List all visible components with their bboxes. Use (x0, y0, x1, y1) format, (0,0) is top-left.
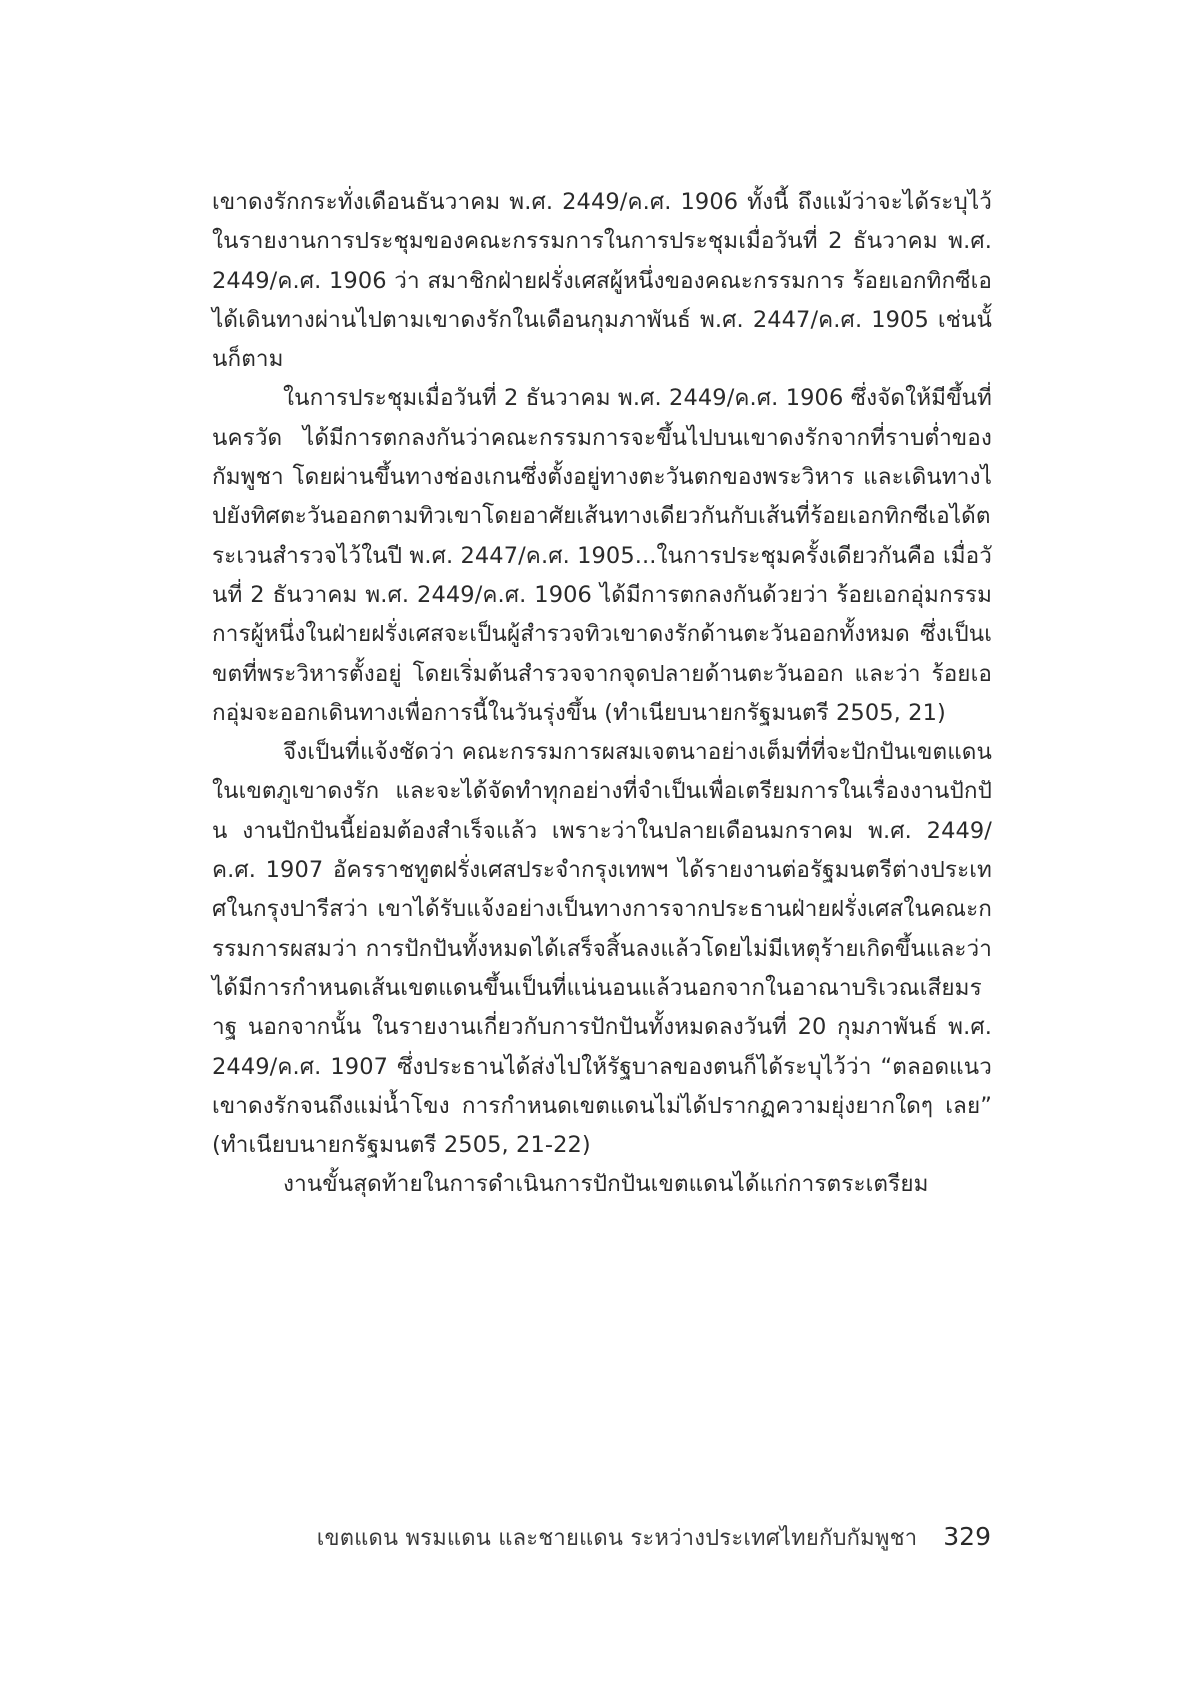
page-footer (317, 1520, 991, 1555)
page-number: 329 (943, 1522, 991, 1551)
paragraph-1: เขาดงรักกระทั่งเดือนธันวาคม พ.ศ. 2449/ค.ศ. 1906 ทั้งนี้ ถึงแม้ว่าจะได้ระบุไว้ในรายงานการประชุมของคณะกรรมการในการประชุมเมื่อวันที่ 2 ธันวาคม พ.ศ. 2449/ค.ศ. 1906 ว่า สมาชิกฝ่ายฝรั่งเศสผู้หนึ่งของคณะกรรมการ ร้อยเอกทิกซีเอได้เดินทางผ่านไปตามเขาดงรักในเดือนกุมภาพันธ์ พ.ศ. 2447/ค.ศ. 1905 เช่นนั้นก็ตาม (212, 189, 992, 373)
paragraph-3: จึงเป็นที่แจ้งชัดว่า คณะกรรมการผสมเจตนาอย่างเต็มที่ที่จะปักปันเขตแดนในเขตภูเขาดงรัก และจะได้จัดทำทุกอย่างที่จำเป็นเพื่อเตรียมการในเรื่องงานปักปัน งานปักปันนี้ย่อมต้องสำเร็จแล้ว เพราะว่าในปลายเดือนมกราคม พ.ศ. 2449/ค.ศ. 1907 อัครราชทูตฝรั่งเศสประจำกรุงเทพฯ ได้รายงานต่อรัฐมนตรีต่างประเทศในกรุงปารีสว่า เขาได้รับแจ้งอย่างเป็นทางการจากประธานฝ่ายฝรั่งเศสในคณะกรรมการผสมว่า การปักปันทั้งหมดได้เสร็จสิ้นลงแล้วโดยไม่มีเหตุร้ายเกิดขึ้นและว่าได้มีการกำหนดเส้นเขตแดนขึ้นเป็นที่แน่นอนแล้วนอกจากในอาณาบริเวณเสียมราฐ นอกจากนั้น ในรายงานเกี่ยวกับการปักปันทั้งหมดลงวันที่ 20 กุมภาพันธ์ พ.ศ. 2449/ค.ศ. 1907 ซึ่งประธานได้ส่งไปให้รัฐบาลของตนก็ได้ระบุไว้ว่า “ตลอดแนวเขาดงรักจนถึงแม่น้ำโขง การกำหนดเขตแดนไม่ได้ปรากฏความยุ่งยากใดๆ เลย” (ทำเนียบนายกรัฐมนตรี 2505, 21-22) (212, 739, 992, 1159)
running-title: เขตแดน พรมแดน และชายแดน ระหว่างประเทศไทยกับกัมพูชา (316, 1526, 918, 1551)
body-text (212, 183, 992, 1205)
paragraph-2: ในการประชุมเมื่อวันที่ 2 ธันวาคม พ.ศ. 2449/ค.ศ. 1906 ซึ่งจัดให้มีขึ้นที่นครวัด ได้มีการตกลงกันว่าคณะกรรมการจะขึ้นไปบนเขาดงรักจากที่ราบต่ำของกัมพูชา โดยผ่านขึ้นทางช่องเกนซึ่งตั้งอยู่ทางตะวันตกของพระวิหาร และเดินทางไปยังทิศตะวันออกตามทิวเขาโดยอาศัยเส้นทางเดียวกันกับเส้นที่ร้อยเอกทิกซีเอได้ตระเวนสำรวจไว้ในปี พ.ศ. 2447/ค.ศ. 1905...ในการประชุมครั้งเดียวกันคือ เมื่อวันที่ 2 ธันวาคม พ.ศ. 2449/ค.ศ. 1906 ได้มีการตกลงกันด้วยว่า ร้อยเอกอุ่มกรรมการผู้หนึ่งในฝ่ายฝรั่งเศสจะเป็นผู้สำรวจทิวเขาดงรักด้านตะวันออกทั้งหมด ซึ่งเป็นเขตที่พระวิหารตั้งอยู่ โดยเริ่มต้นสำรวจจากจุดปลายด้านตะวันออก และว่า ร้อยเอกอุ่มจะออกเดินทางเพื่อการนี้ในวันรุ่งขึ้น (ทำเนียบนายกรัฐมนตรี 2505, 21) (212, 385, 993, 726)
paragraph-4: งานขั้นสุดท้ายในการดำเนินการปักปันเขตแดนได้แก่การตระเตรียม (283, 1171, 929, 1198)
